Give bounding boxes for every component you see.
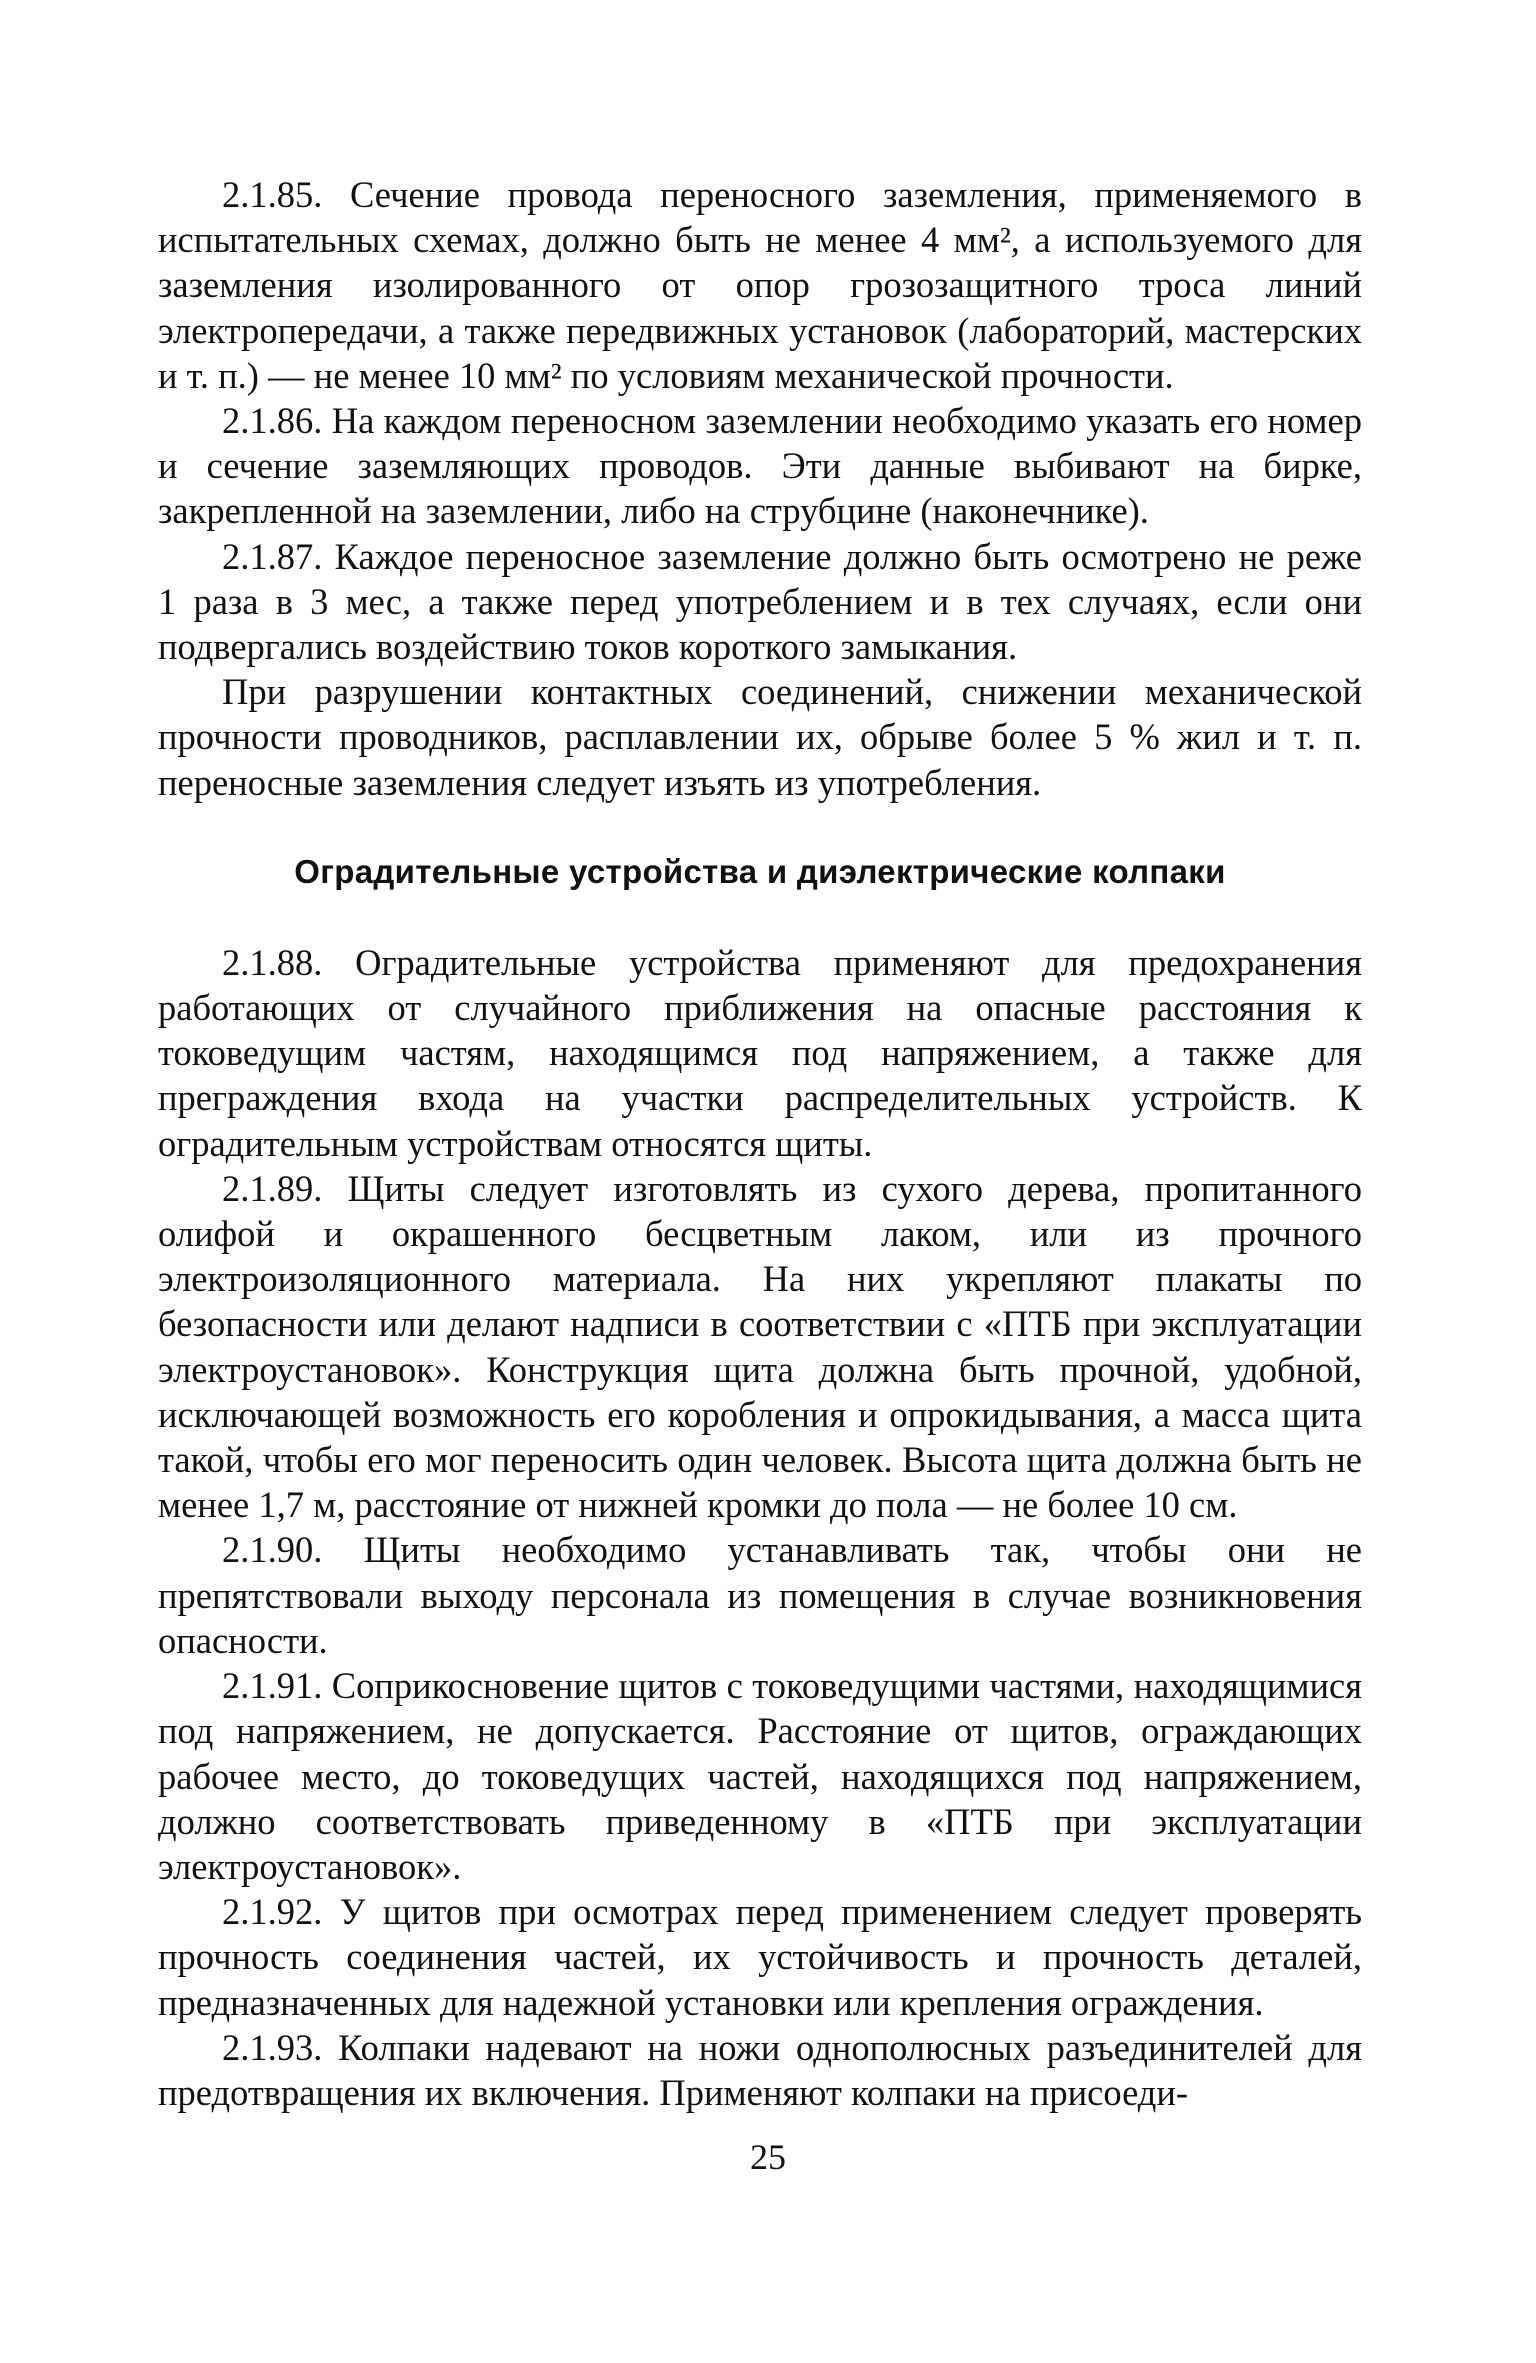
section-heading: Оградительные устройства и диэлектрические колпаки <box>294 852 1226 890</box>
paragraph-2-1-87-continued: При разрушении контактных соединений, снижении механической прочности проводников, расплавлении их, обрыве более 5 % жил и т. п. переносные заземления следует изъять из употребления. <box>158 671 1362 803</box>
paragraph-2-1-85: 2.1.85. Сечение провода переносного заземления, применяемого в испытательных схемах, должно быть не менее 4 мм², а используемого для заземления изолированного от опор грозозащитного троса линий электропередачи, а также передвижных установок (лабораторий, мастерских и т. п.) — не менее 10 мм² по условиям механической прочности. <box>158 174 1362 396</box>
document-page <box>158 172 1362 2115</box>
page-number: 25 <box>750 2137 786 2177</box>
paragraph-2-1-91: 2.1.91. Соприкосновение щитов с токоведущими частями, находящимися под напряжением, не допускается. Расстояние от щитов, ограждающих рабочее место, до токоведущих частей, находящихся под напряжением, должно соответствовать приведенному в «ПТБ при эксплуатации электроустановок». <box>158 1665 1362 1887</box>
paragraph-2-1-87: 2.1.87. Каждое переносное заземление должно быть осмотрено не реже 1 раза в 3 мес, а также перед употреблением и в тех случаях, если они подвергались воздействию токов короткого замыкания. <box>158 535 1362 668</box>
paragraph-2-1-88: 2.1.88. Оградительные устройства применяют для предохранения работающих от случайного приближения на опасные расстояния к токоведущим частям, находящимся под напряжением, а также для преграждения входа на участки распределительных устройств. К оградительным устройствам относятся щиты. <box>158 941 1362 1164</box>
paragraph-2-1-90: 2.1.90. Щиты необходимо устанавливать так, чтобы они не препятствовали выходу персонала из помещения в случае возникновения опасности. <box>158 1529 1362 1661</box>
paragraph-2-1-86: 2.1.86. На каждом переносном заземлении необходимо указать его номер и сечение заземляющих проводов. Эти данные выбивают на бирке, закрепленной на заземлении, либо на струбцине (наконечнике). <box>158 400 1362 532</box>
paragraph-2-1-89: 2.1.89. Щиты следует изготовлять из сухого дерева, пропитанного олифой и окрашенного бесцветным лаком, или из прочного электроизоляционного материала. На них укрепляют плакаты по безопасности или делают надписи в соответствии с «ПТБ при эксплуатации электроустановок». Конструкция щита должна быть прочной, удобной, исключающей возможность его коробления и опрокидывания, а масса щита такой, чтобы его мог переносить один человек. Высота щита должна быть не менее 1,7 м, расстояние от нижней кромки до пола — не более 10 см. <box>158 1167 1362 1526</box>
paragraph-2-1-92: 2.1.92. У щитов при осмотрах перед применением следует проверять прочность соединения частей, их устойчивость и прочность деталей, предназначенных для надежной установки или крепления ограждения. <box>158 1891 1362 2023</box>
paragraph-2-1-93: 2.1.93. Колпаки надевают на ножи однополюсных разъединителей для предотвращения их включения. Применяют колпаки на присоеди- <box>158 2026 1362 2113</box>
